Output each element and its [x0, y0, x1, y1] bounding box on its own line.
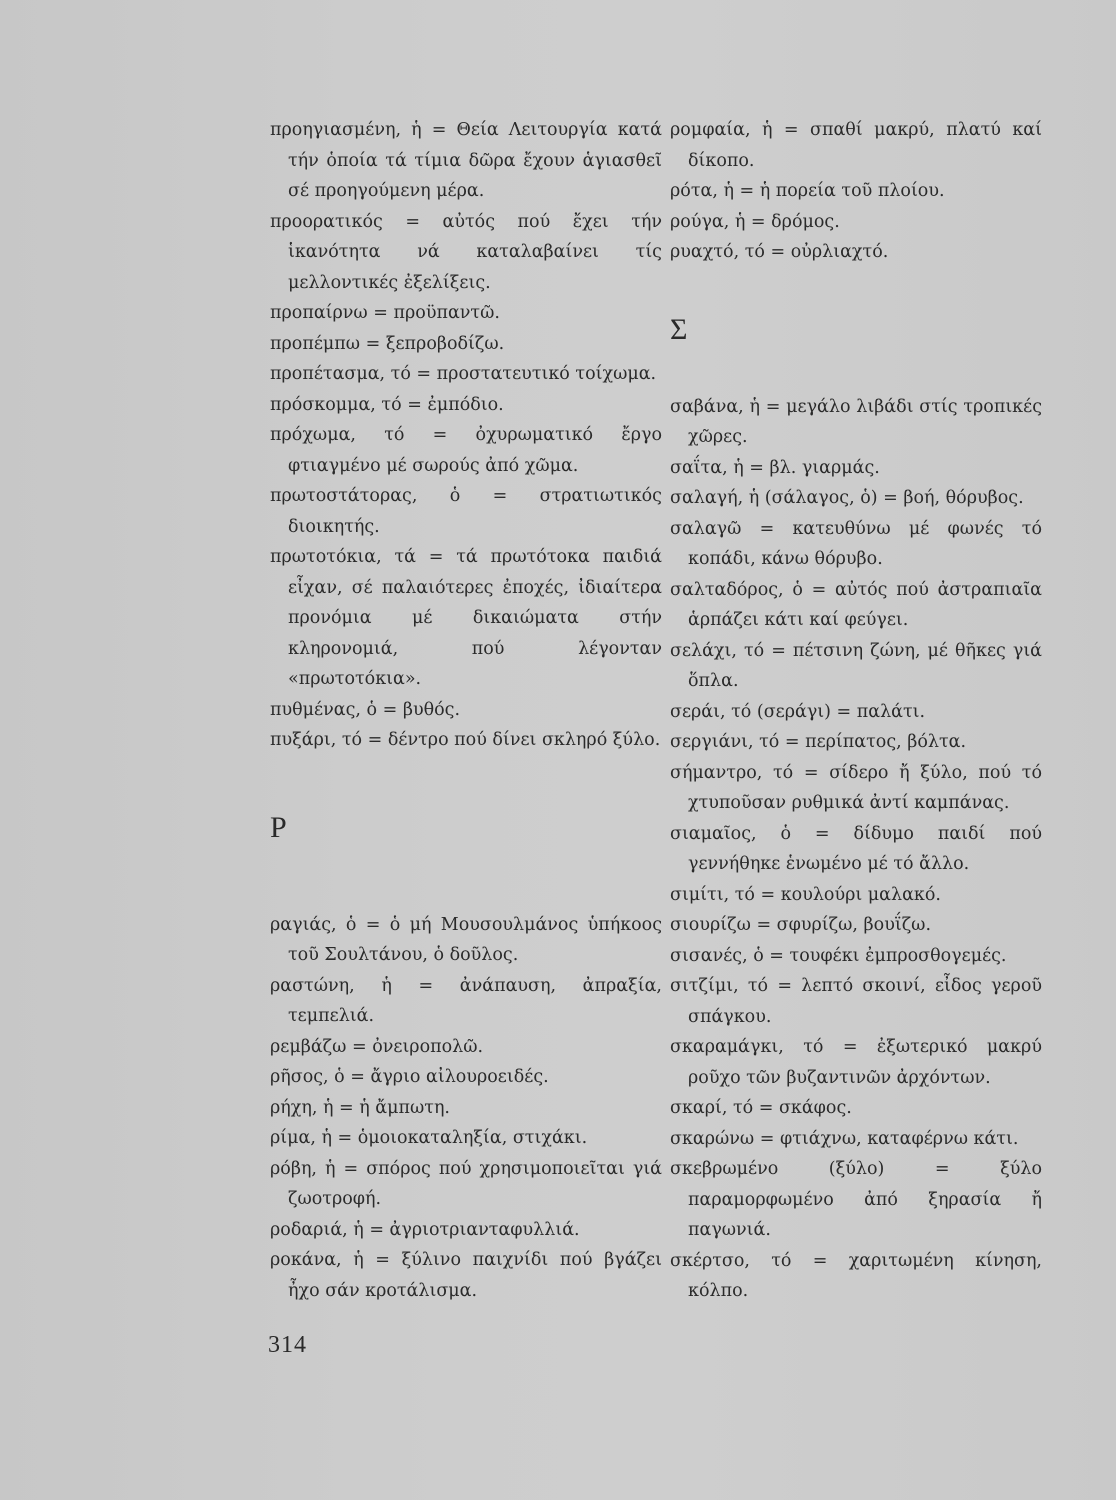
entry-proigiasmeni: προηγιασμένη, ἡ = Θεία Λειτουργία κατά τήν ὁποία τά τίμια δῶρα ἔχουν ἁγιασθεῖ σέ προηγούμενη μέρα. [270, 120, 662, 201]
entry-protostatoras: πρωτοστάτορας, ὁ = στρατιωτικός διοικητής. [270, 486, 662, 537]
entry-serai: σεράι, τό (σεράγι) = παλάτι. [670, 701, 926, 722]
entry-proskomma: πρόσκομμα, τό = ἐμπόδιο. [270, 394, 504, 415]
entry-risos: ρῆσος, ὁ = ἄγριο αἰλουροειδές. [270, 1067, 549, 1087]
section-letter-sigma: Σ [670, 312, 688, 346]
entry-prooratikos: προορατικός = αὐτός πού ἔχει τήν ἱκανότητα νά καταλαβαίνει τίς μελλοντικές ἐξελίξεις. [270, 211, 662, 293]
entry-skevromeno: σκεβρωμένο (ξύλο) = ξύλο παραμορφωμένο ἀπό ξηρασία ἤ παγωνιά. [670, 1159, 1042, 1240]
entry-list-p [270, 115, 662, 756]
entry-skarono: σκαρώνω = φτιάχνω, καταφέρνω κάτι. [670, 1128, 1019, 1149]
entry-siourizo: σιουρίζω = σφυρίζω, βουΐζω. [670, 915, 932, 935]
entry-rastoni: ραστώνη, ἡ = ἀνάπαυση, ἀπραξία, τεμπελιά. [270, 975, 662, 1026]
entry-siamaios: σιαμαῖος, ὁ = δίδυμο παιδί πού γεννήθηκε ἑνωμένο μέ τό ἄλλο. [670, 823, 1042, 874]
page-number: 314 [268, 1332, 307, 1358]
entry-simiti: σιμίτι, τό = κουλούρι μαλακό. [670, 884, 941, 905]
entry-rota: ρότα, ἡ = ἡ πορεία τοῦ πλοίου. [670, 181, 945, 201]
entry-propempo: προπέμπω = ξεπροβοδίζω. [270, 333, 505, 354]
entry-romfaia: ρομφαία, ἡ = σπαθί μακρύ, πλατύ καί δίκοπο. [670, 120, 1042, 171]
entry-propetasma: προπέτασμα, τό = προστατευτικό τοίχωμα. [270, 364, 657, 384]
right-column [670, 115, 1042, 1307]
entry-ragias: ραγιάς, ὁ = ὁ μή Μουσουλμάνος ὑπήκοος τοῦ Σουλτάνου, ὁ δοῦλος. [270, 914, 662, 965]
entry-selachi: σελάχι, τό = πέτσινη ζώνη, μέ θῆκες γιά ὅπλα. [670, 640, 1042, 691]
entry-sitzimi: σιτζίμι, τό = λεπτό σκοινί, εἶδος γεροῦ σπάγκου. [670, 976, 1042, 1027]
entry-list-rho-right [670, 115, 1042, 268]
entry-ryachto: ρυαχτό, τό = οὐρλιαχτό. [670, 242, 889, 262]
entry-prochoma: πρόχωμα, τό = ὀχυρωματικό ἔργο φτιαγμένο μέ σωρούς ἀπό χῶμα. [270, 425, 662, 476]
entry-prototokia: πρωτοτόκια, τά = τά πρωτότοκα παιδιά εἶχαν, σέ παλαιότερες ἐποχές, ἰδιαίτερα προνόμια μέ δικαιώματα στήν κληρονομιά, πού λέγονταν «πρωτοτόκια». [270, 547, 662, 689]
entry-rovi: ρόβη, ἡ = σπόρος πού χρησιμοποιεῖται γιά ζωοτροφή. [270, 1158, 662, 1209]
entry-pythmenas: πυθμένας, ὁ = βυθός. [270, 699, 461, 720]
entry-saita: σαΐτα, ἡ = βλ. γιαρμάς. [670, 457, 880, 478]
entry-rodaria: ροδαριά, ἡ = ἀγριοτριανταφυλλιά. [270, 1219, 580, 1240]
entry-saltadoros: σαλταδόρος, ὁ = αὐτός πού ἀστραπιαῖα ἁρπάζει κάτι καί φεύγει. [670, 579, 1042, 630]
entry-richi: ρήχη, ἡ = ἡ ἄμπωτη. [270, 1097, 450, 1118]
entry-skari: σκαρί, τό = σκάφος. [670, 1098, 852, 1118]
entry-rima: ρίμα, ἡ = ὁμοιοκαταληξία, στιχάκι. [270, 1128, 588, 1148]
entry-savana: σαβάνα, ἡ = μεγάλο λιβάδι στίς τροπικές χῶρες. [670, 396, 1042, 447]
entry-rouga: ρούγα, ἡ = δρόμος. [670, 211, 840, 232]
entry-skertso: σκέρτσο, τό = χαριτωμένη κίνηση, κόλπο. [670, 1250, 1042, 1301]
entry-sisanes: σισανές, ὁ = τουφέκι ἐμπροσθογεμές. [670, 945, 1007, 966]
entry-salago: σαλαγῶ = κατευθύνω μέ φωνές τό κοπάδι, κάνω θόρυβο. [670, 518, 1042, 569]
entry-sergiani: σεργιάνι, τό = περίπατος, βόλτα. [670, 732, 967, 752]
entry-remvazo: ρεμβάζω = ὀνειροπολῶ. [270, 1036, 484, 1057]
entry-skaramagki: σκαραμάγκι, τό = ἐξωτερικό μακρύ ροῦχο τῶν βυζαντινῶν ἀρχόντων. [670, 1037, 1042, 1088]
section-letter-rho: Ρ [270, 810, 287, 844]
entry-propairno: προπαίρνω = προϋπαντῶ. [270, 303, 500, 323]
entry-simantro: σήμαντρο, τό = σίδερο ἤ ξύλο, πού τό χτυποῦσαν ρυθμικά ἀντί καμπάνας. [670, 762, 1042, 813]
left-column [270, 115, 662, 1306]
entry-pyxari: πυξάρι, τό = δέντρο πού δίνει σκληρό ξύλο. [270, 730, 661, 750]
entry-list-sigma [670, 392, 1042, 1307]
entry-salagi: σαλαγή, ἡ (σάλαγος, ὁ) = βοή, θόρυβος. [670, 488, 1024, 508]
entry-list-rho-left [270, 910, 662, 1307]
entry-rokana: ροκάνα, ἡ = ξύλινο παιχνίδι πού βγάζει ἦχο σάν κροτάλισμα. [270, 1250, 662, 1301]
